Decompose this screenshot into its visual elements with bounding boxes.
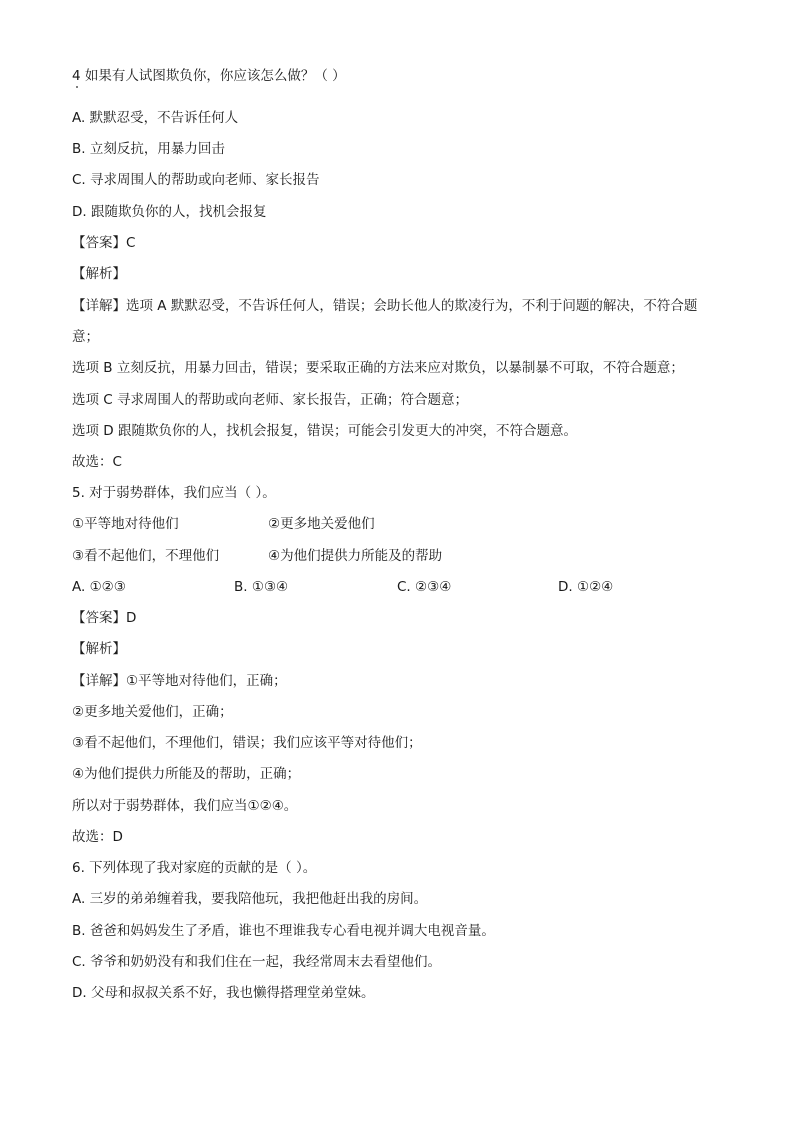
q4-analysis-line-3: 选项 B 立刻反抗，用暴力回击，错误；要采取正确的方法来应对欺负，以暴制暴不可取，不符合题意； <box>72 360 684 376</box>
q4-option-d: D. 跟随欺负你的人，找机会报复 <box>72 204 267 220</box>
q6-option-a: A. 三岁的弟弟缠着我，要我陪他玩，我把他赶出我的房间。 <box>72 891 428 907</box>
q5-conclusion: 故选：D <box>72 829 123 845</box>
q4-option-a: A. 默默忍受，不告诉任何人 <box>72 110 239 126</box>
q4-analysis-line-2: 意； <box>72 329 99 345</box>
q4-analysis-line-4: 选项 C 寻求周围人的帮助或向老师、家长报告，正确；符合题意； <box>72 392 469 408</box>
q5-analysis-line-2: ②更多地关爱他们，正确； <box>72 704 233 720</box>
q5-item-3: ③看不起他们，不理他们 <box>72 548 220 564</box>
q5-item-4: ④为他们提供力所能及的帮助 <box>268 548 443 564</box>
q5-analysis-line-5: 所以对于弱势群体，我们应当①②④。 <box>72 798 298 814</box>
q4-answer: 【答案】C <box>72 235 136 251</box>
q5-option-a: A. ①②③ <box>72 579 126 595</box>
q4-option-b: B. 立刻反抗，用暴力回击 <box>72 141 225 157</box>
q4-analysis-line-1: 【详解】选项 A 默默忍受，不告诉任何人，错误；会助长他人的欺凌行为，不利于问题的解决，不符合题 <box>72 298 698 314</box>
q5-stem: 5. 对于弱势群体，我们应当（ ）。 <box>72 485 276 501</box>
q5-option-d: D. ①②④ <box>558 579 614 595</box>
q5-item-2: ②更多地关爱他们 <box>268 516 375 532</box>
q6-stem: 6. 下列体现了我对家庭的贡献的是（ ）。 <box>72 860 317 876</box>
stray-dot <box>76 86 78 88</box>
q5-answer: 【答案】D <box>72 610 137 626</box>
q6-option-d: D. 父母和叔叔关系不好，我也懒得搭理堂弟堂妹。 <box>72 985 375 1001</box>
q5-analysis-title: 【解析】 <box>72 641 126 657</box>
q4-option-c: C. 寻求周围人的帮助或向老师、家长报告 <box>72 172 320 188</box>
q6-option-c: C. 爷爷和奶奶没有和我们住在一起，我经常周末去看望他们。 <box>72 954 442 970</box>
q4-analysis-line-5: 选项 D 跟随欺负你的人，找机会报复，错误；可能会引发更大的冲突，不符合题意。 <box>72 423 577 439</box>
q5-analysis-line-1: 【详解】①平等地对待他们，正确； <box>72 673 287 689</box>
q6-option-b: B. 爸爸和妈妈发生了矛盾，谁也不理谁我专心看电视并调大电视音量。 <box>72 923 495 939</box>
q5-item-1: ①平等地对待他们 <box>72 516 179 532</box>
q4-conclusion: 故选：C <box>72 454 122 470</box>
q4-analysis-title: 【解析】 <box>72 266 126 282</box>
q4-stem: 4 如果有人试图欺负你，你应该怎么做？（ ） <box>72 68 346 84</box>
q5-option-b: B. ①③④ <box>234 579 289 595</box>
q5-analysis-line-3: ③看不起他们，不理他们，错误；我们应该平等对待他们； <box>72 735 422 751</box>
q5-option-c: C. ②③④ <box>397 579 452 595</box>
q5-analysis-line-4: ④为他们提供力所能及的帮助，正确； <box>72 766 301 782</box>
